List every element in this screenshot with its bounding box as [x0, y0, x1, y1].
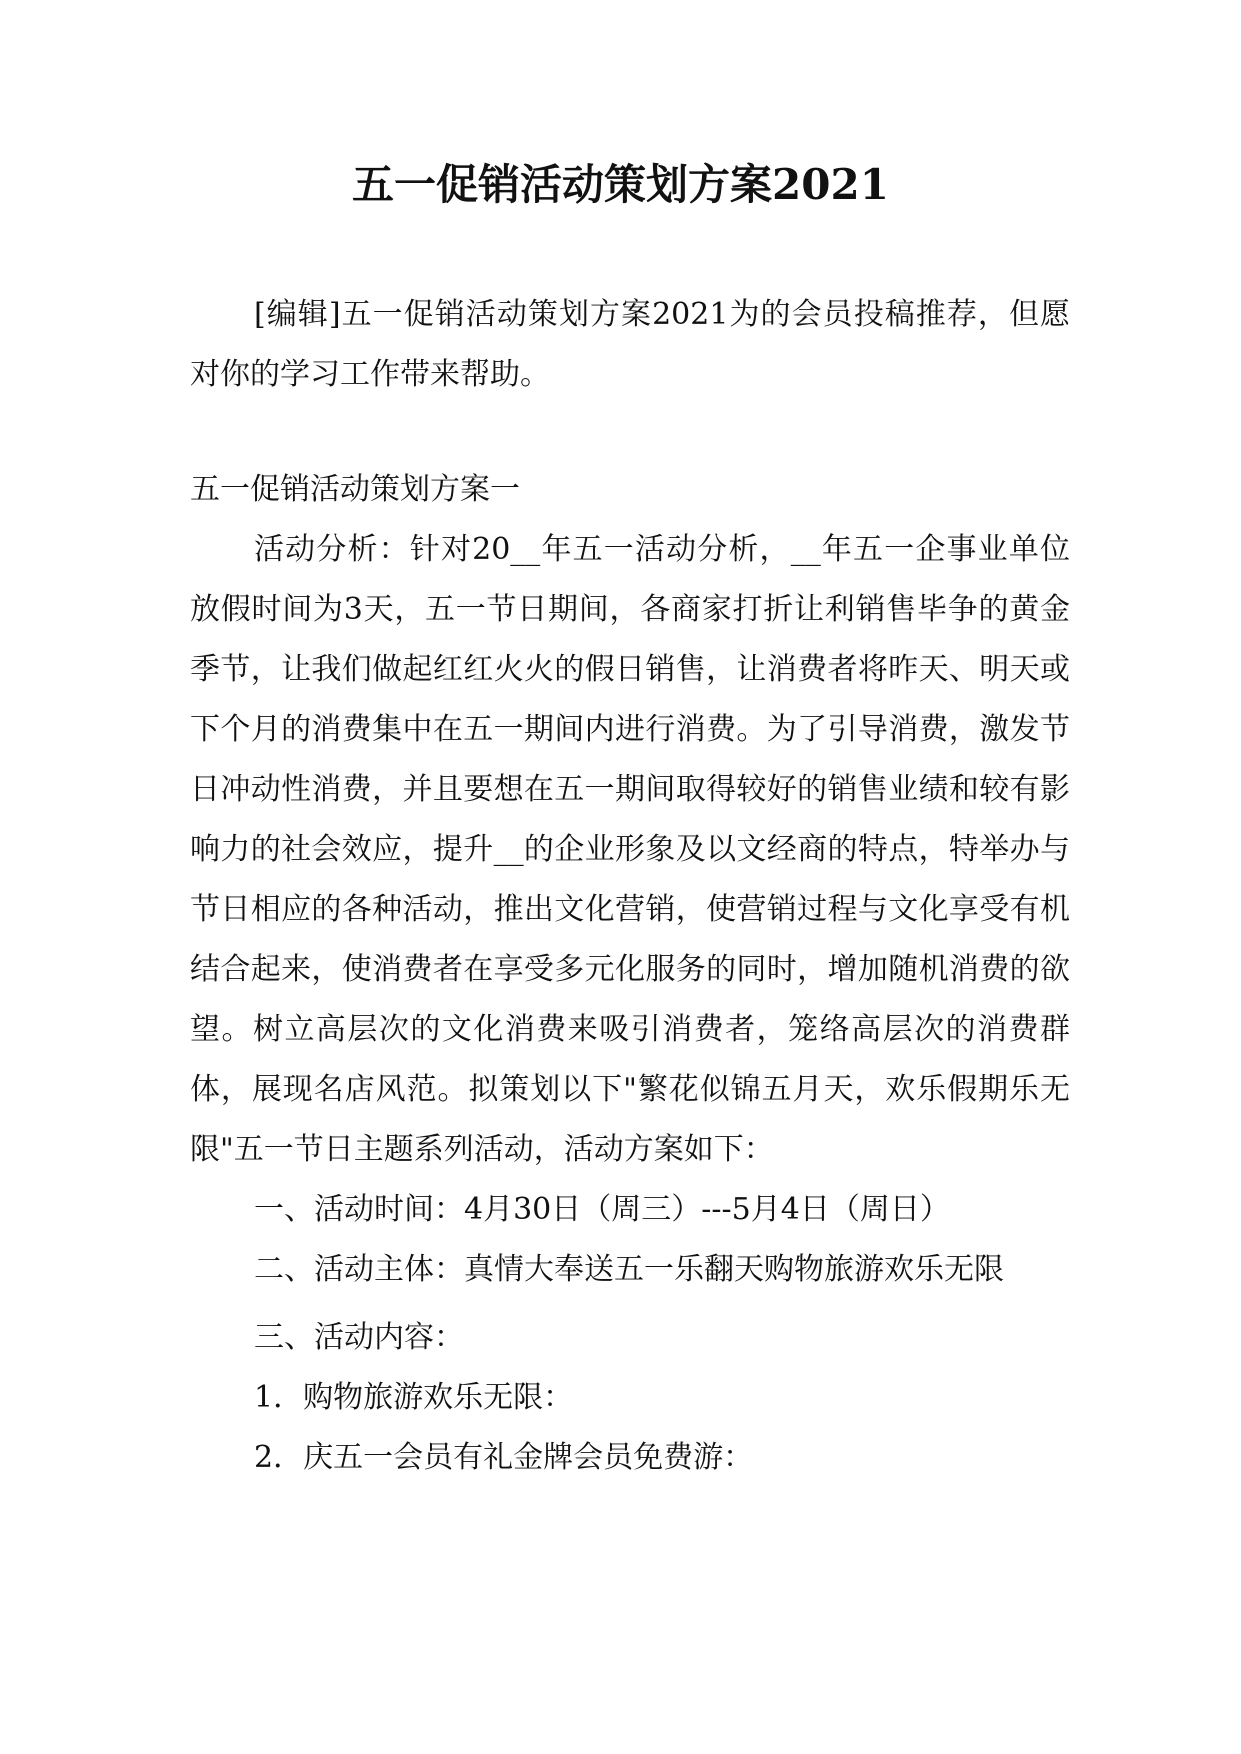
section-heading: 五一促销活动策划方案一	[190, 472, 520, 507]
intro-paragraph: [编辑]五一促销活动策划方案2021为的会员投稿推荐，但愿对你的学习工作带来帮助。	[190, 297, 1070, 392]
analysis-paragraph: 活动分析：针对20__年五一活动分析，__年五一企事业单位放假时间为3天，五一节日期间，各商家打折让利销售毕争的黄金季节，让我们做起红红火火的假日销售，让消费者将昨天、明天或下个月的消费集中在五一期间内进行消费。为了引导消费，激发节日冲动性消费，并且要想在五一期间取得较好的销售业绩和较有影响力的社会效应，提升__的企业形象及以文经商的特点，特举办与节日相应的各种活动，推出文化营销，使营销过程与文化享受有机结合起来，使消费者在享受多元化服务的同时，增加随机消费的欲望。树立高层次的文化消费来吸引消费者，笼络高层次的消费群体，展现名店风范。拟策划以下"繁花似锦五月天，欢乐假期乐无限"五一节日主题系列活动，活动方案如下：	[190, 532, 1070, 1167]
content-sub-item-2: 2．庆五一会员有礼金牌会员免费游：	[254, 1440, 754, 1475]
activity-subject-item: 二、活动主体：真情大奉送五一乐翻天购物旅游欢乐无限	[254, 1252, 1004, 1287]
content-sub-item-1: 1．购物旅游欢乐无限：	[254, 1380, 574, 1415]
document-title: 五一促销活动策划方案2021	[352, 160, 889, 209]
document-body	[190, 285, 1070, 1488]
activity-time-item: 一、活动时间：4月30日（周三）---5月4日（周日）	[254, 1192, 950, 1227]
paragraph-gap	[190, 405, 1070, 460]
activity-content-item: 三、活动内容：	[254, 1320, 464, 1355]
paragraph-gap-small	[190, 1300, 1070, 1308]
